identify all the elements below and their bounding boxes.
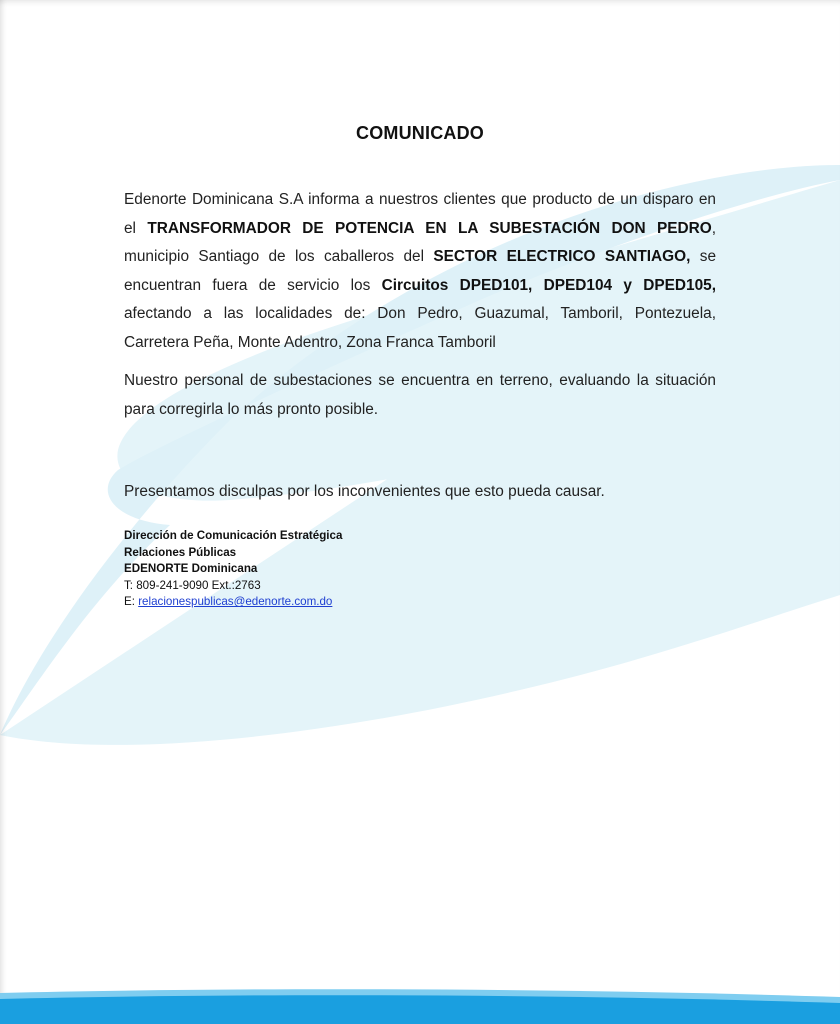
signature-email-line [124,594,342,611]
paragraph-outage-notice [124,186,716,357]
p1-text-4: afectando a las localidades de: Don Pedro, Guazumal, Tamboril, Pontezuela, Carretera Peña, Monte Adentro, Zona Franca Tamboril [124,305,716,351]
paragraph-staff-update: Nuestro personal de subestaciones se encuentra en terreno, evaluando la situación para corregirla lo más pronto posible. [124,372,716,418]
p1-text-2: , municipio Santiago de los caballeros del [124,219,716,265]
signature-block [124,528,342,611]
signature-unit: Relaciones Públicas [124,545,237,559]
p1-bold-sector: SECTOR ELECTRICO SANTIAGO, [433,248,691,265]
p1-text-1: Edenorte Dominicana S.A informa a nuestros clientes que producto de un disparo en el [124,191,716,237]
signature-department: Dirección de Comunicación Estratégica [124,529,343,542]
signature-phone: T: 809-241-9090 Ext.:2763 [124,578,261,592]
email-prefix: E: [124,595,139,609]
p1-bold-circuits: Circuitos DPED101, DPED104 y DPED105, [381,276,716,294]
paragraph-apology: Presentamos disculpas por los inconvenientes que esto pueda causar. [124,483,605,500]
footer-blue-stripe [0,995,840,1024]
p1-bold-transformer: TRANSFORMADOR DE POTENCIA EN LA SUBESTACIÓN DON PEDRO [147,219,712,237]
p1-text-3: se encuentran fuera de servicio los [124,248,716,294]
signature-company: EDENORTE Dominicana [124,562,258,576]
footer-band [0,985,840,1024]
document-title: COMUNICADO [356,123,484,143]
email-link[interactable]: relacionespublicas@edenorte.com.do [138,595,333,609]
